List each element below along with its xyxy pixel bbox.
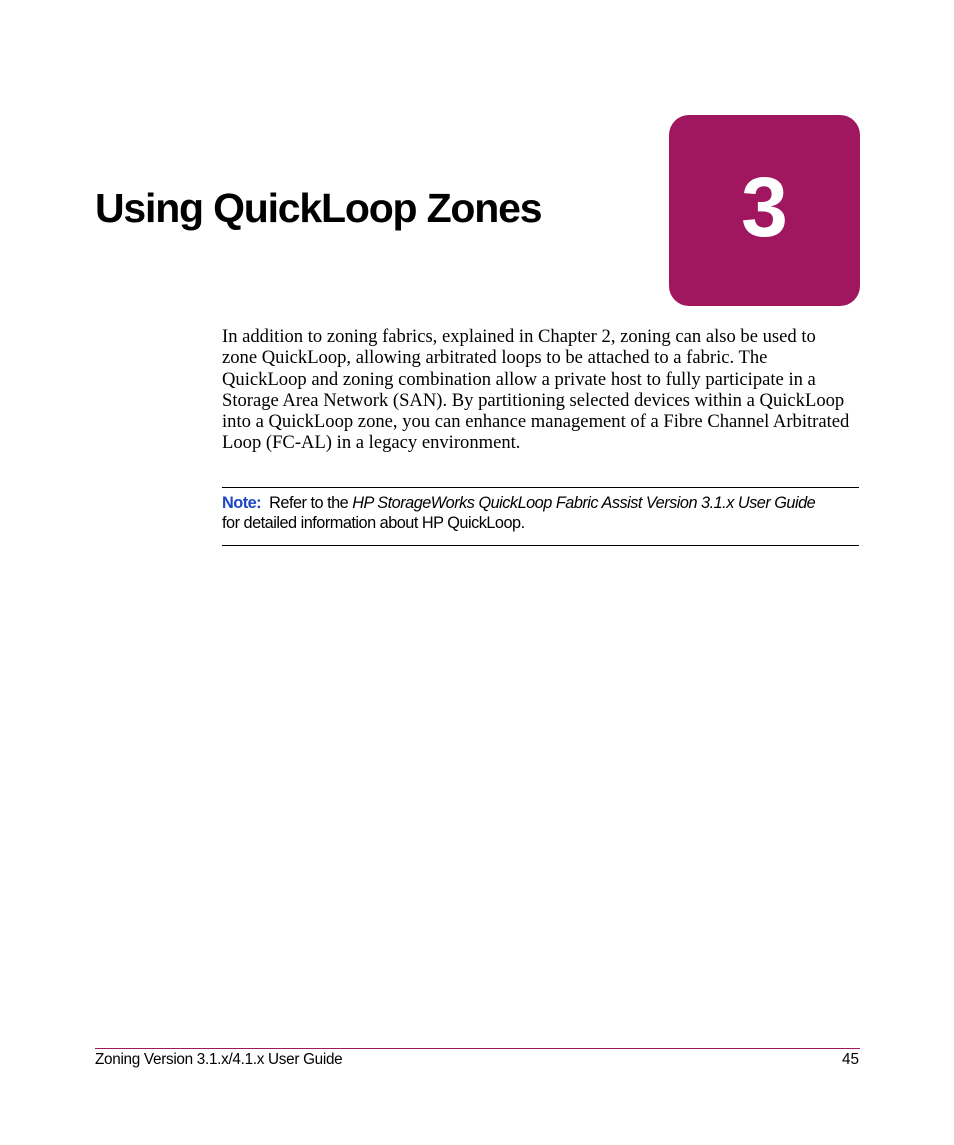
note-text-after: for detailed information about HP QuickLoop. — [222, 513, 525, 532]
note-first-line — [222, 494, 859, 514]
intro-paragraph: In addition to zoning fabrics, explained in Chapter 2, zoning can also be used to zone QuickLoop, allowing arbitrated loops to be attached to a fabric. The QuickLoop and zoning combination allow a private host to fully participate in a Storage Area Network (SAN). By partitioning selected devices within a QuickLoop into a QuickLoop zone, you can enhance management of a Fibre Channel Arbitrated Loop (FC-AL) in a legacy environment. — [222, 326, 850, 454]
chapter-title: Using QuickLoop Zones — [95, 185, 542, 231]
note-block — [222, 487, 859, 546]
chapter-number-badge — [669, 115, 860, 306]
footer-page-number: 45 — [841, 1051, 859, 1068]
footer-document-title: Zoning Version 3.1.x/4.1.x User Guide — [95, 1051, 343, 1068]
note-label: Note: — [222, 494, 262, 512]
guide-title-reference: HP StorageWorks QuickLoop Fabric Assist Version 3.1.x User Guide — [352, 494, 816, 512]
chapter-number: 3 — [741, 159, 788, 254]
footer-divider — [95, 1048, 860, 1049]
note-text-before: Refer to the — [269, 494, 353, 512]
